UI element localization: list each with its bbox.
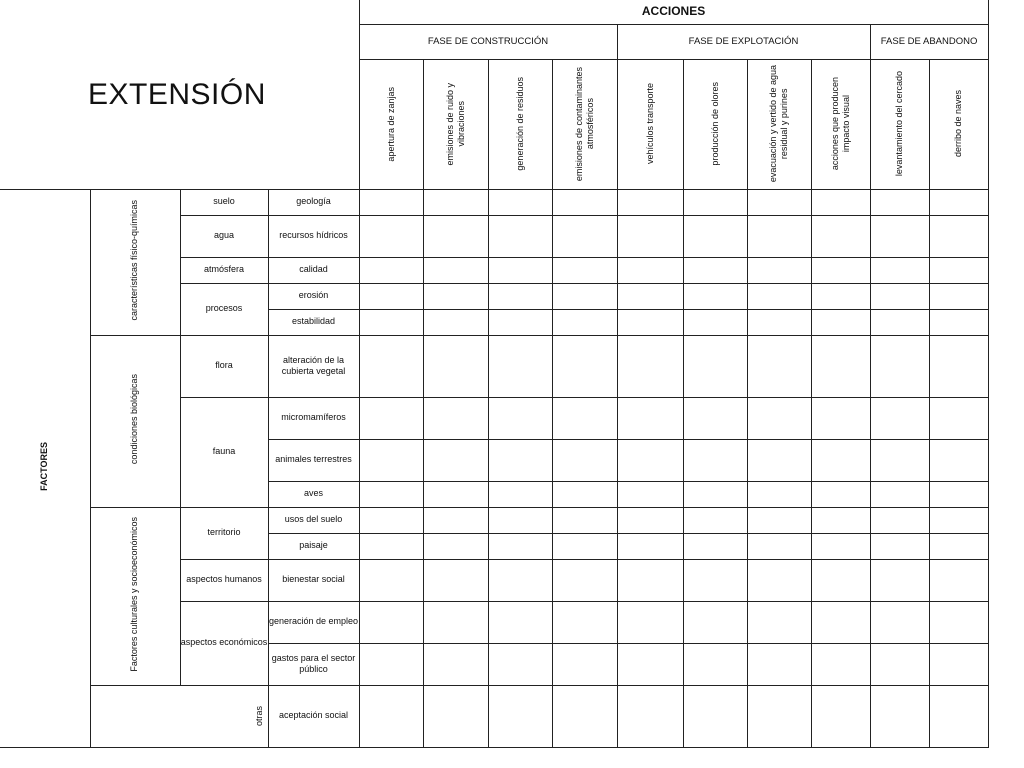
subgroup-aspectos-humanos: aspectos humanos — [180, 559, 268, 601]
matrix-cell[interactable] — [683, 189, 747, 215]
action-label: emisiones de contaminantes atmosféricos — [573, 66, 595, 182]
factor-animales-terrestres: animales terrestres — [268, 439, 359, 481]
matrix-cell[interactable] — [811, 559, 870, 601]
matrix-cell[interactable] — [811, 335, 870, 397]
matrix-cell[interactable] — [552, 601, 617, 643]
matrix-cell[interactable] — [552, 481, 617, 507]
matrix-cell[interactable] — [617, 335, 683, 397]
matrix-cell[interactable] — [552, 257, 617, 283]
factores-label: FACTORES — [39, 441, 50, 491]
matrix-cell[interactable] — [683, 643, 747, 685]
matrix-cell[interactable] — [747, 559, 811, 601]
matrix-cell[interactable] — [488, 601, 552, 643]
matrix-cell[interactable] — [359, 257, 423, 283]
action-label: generación de residuos — [514, 77, 525, 171]
matrix-cell[interactable] — [811, 309, 870, 335]
matrix-cell[interactable] — [423, 507, 488, 533]
matrix-cell[interactable] — [683, 481, 747, 507]
title-cell — [0, 0, 359, 189]
matrix-cell[interactable] — [870, 335, 929, 397]
matrix-cell[interactable] — [552, 643, 617, 685]
matrix-cell[interactable] — [870, 397, 929, 439]
factor-calidad: calidad — [268, 257, 359, 283]
matrix-cell[interactable] — [811, 507, 870, 533]
matrix-cell[interactable] — [423, 601, 488, 643]
factor-aceptacion-social: aceptación social — [268, 685, 359, 747]
matrix-cell[interactable] — [423, 685, 488, 747]
matrix-cell[interactable] — [488, 189, 552, 215]
matrix-cell[interactable] — [870, 533, 929, 559]
factor-micromamiferos: micromamíferos — [268, 397, 359, 439]
matrix-cell[interactable] — [617, 559, 683, 601]
matrix-cell[interactable] — [552, 283, 617, 309]
matrix-cell[interactable] — [811, 215, 870, 257]
matrix-cell[interactable] — [359, 507, 423, 533]
action-header-7 — [747, 59, 811, 189]
action-label: apertura de zanjas — [385, 86, 396, 162]
matrix-cell[interactable] — [552, 439, 617, 481]
matrix-cell[interactable] — [423, 189, 488, 215]
matrix-cell[interactable] — [488, 335, 552, 397]
action-header-8 — [811, 59, 870, 189]
matrix-cell[interactable] — [929, 643, 988, 685]
matrix-cell[interactable] — [683, 309, 747, 335]
matrix-cell[interactable] — [617, 283, 683, 309]
action-label: derribo de naves — [953, 90, 964, 158]
action-header-2 — [423, 59, 488, 189]
phase-explotacion: FASE DE EXPLOTACIÓN — [617, 24, 870, 59]
matrix-cell[interactable] — [488, 309, 552, 335]
factor-usos-del-suelo: usos del suelo — [268, 507, 359, 533]
matrix-cell[interactable] — [747, 481, 811, 507]
matrix-cell[interactable] — [552, 397, 617, 439]
matrix-cell[interactable] — [423, 309, 488, 335]
factor-recursos-hidricos: recursos hídricos — [268, 215, 359, 257]
matrix-cell[interactable] — [617, 643, 683, 685]
group-label: Factores culturales y socioeconómicos — [129, 517, 140, 672]
group-fisico — [90, 189, 180, 335]
action-header-4 — [552, 59, 617, 189]
subgroup-atmosfera: atmósfera — [180, 257, 268, 283]
matrix-cell[interactable] — [683, 533, 747, 559]
matrix-cell[interactable] — [747, 507, 811, 533]
action-header-6 — [683, 59, 747, 189]
matrix-cell[interactable] — [683, 601, 747, 643]
matrix-cell[interactable] — [617, 309, 683, 335]
action-label: vehículos transporte — [644, 83, 655, 165]
matrix-cell[interactable] — [929, 685, 988, 747]
matrix-cell[interactable] — [488, 283, 552, 309]
subgroup-territorio: territorio — [180, 507, 268, 559]
factor-cubierta-vegetal: alteración de la cubierta vegetal — [268, 335, 359, 397]
group-label: condiciones biológicas — [129, 374, 140, 465]
matrix-cell[interactable] — [870, 559, 929, 601]
matrix-cell[interactable] — [747, 533, 811, 559]
matrix-cell[interactable] — [617, 685, 683, 747]
matrix-cell[interactable] — [359, 189, 423, 215]
matrix-cell[interactable] — [359, 335, 423, 397]
matrix-cell[interactable] — [423, 559, 488, 601]
matrix-cell[interactable] — [683, 507, 747, 533]
matrix-cell[interactable] — [870, 189, 929, 215]
matrix-cell[interactable] — [617, 397, 683, 439]
matrix-cell[interactable] — [488, 215, 552, 257]
matrix-cell[interactable] — [683, 559, 747, 601]
matrix-cell[interactable] — [683, 283, 747, 309]
matrix-cell[interactable] — [488, 439, 552, 481]
matrix-cell[interactable] — [929, 257, 988, 283]
matrix-cell[interactable] — [552, 533, 617, 559]
matrix-cell[interactable] — [617, 257, 683, 283]
matrix-cell[interactable] — [929, 189, 988, 215]
matrix-cell[interactable] — [423, 397, 488, 439]
matrix-cell[interactable] — [488, 685, 552, 747]
group-biologicas — [90, 335, 180, 507]
matrix-cell[interactable] — [488, 397, 552, 439]
matrix-cell[interactable] — [929, 507, 988, 533]
matrix-cell[interactable] — [870, 215, 929, 257]
matrix-cell[interactable] — [617, 189, 683, 215]
matrix-cell[interactable] — [683, 397, 747, 439]
matrix-cell[interactable] — [552, 559, 617, 601]
subgroup-agua: agua — [180, 215, 268, 257]
matrix-cell[interactable] — [617, 439, 683, 481]
matrix-cell[interactable] — [359, 559, 423, 601]
matrix-cell[interactable] — [423, 215, 488, 257]
action-label: emisiones de ruido y vibraciones — [444, 82, 466, 166]
matrix-cell[interactable] — [552, 215, 617, 257]
matrix-cell[interactable] — [359, 397, 423, 439]
matrix-cell[interactable] — [617, 533, 683, 559]
action-label: acciones que producen impacto visual — [829, 77, 851, 171]
acciones-header: ACCIONES — [359, 0, 988, 24]
action-label: producción de olores — [709, 82, 720, 166]
factor-generacion-empleo: generación de empleo — [268, 601, 359, 643]
otras-label: otras — [254, 705, 265, 726]
factor-gastos-sector-publico: gastos para el sector público — [268, 643, 359, 685]
factor-bienestar-social: bienestar social — [268, 559, 359, 601]
phase-abandono: FASE DE ABANDONO — [870, 24, 988, 59]
matrix-cell[interactable] — [488, 481, 552, 507]
matrix-cell[interactable] — [929, 601, 988, 643]
matrix-cell[interactable] — [683, 215, 747, 257]
matrix-cell[interactable] — [488, 507, 552, 533]
matrix-cell[interactable] — [617, 507, 683, 533]
matrix-cell[interactable] — [747, 643, 811, 685]
matrix-cell[interactable] — [747, 309, 811, 335]
matrix-cell[interactable] — [488, 643, 552, 685]
page-title: EXTENSIÓN — [88, 77, 266, 111]
matrix-cell[interactable] — [747, 283, 811, 309]
matrix-cell[interactable] — [929, 309, 988, 335]
action-header-9 — [870, 59, 929, 189]
matrix-cell[interactable] — [359, 439, 423, 481]
matrix-cell[interactable] — [929, 533, 988, 559]
matrix-cell[interactable] — [359, 685, 423, 747]
matrix-cell[interactable] — [870, 507, 929, 533]
subgroup-otras — [90, 685, 268, 747]
matrix-cell[interactable] — [423, 481, 488, 507]
matrix-cell[interactable] — [870, 685, 929, 747]
matrix-cell[interactable] — [552, 335, 617, 397]
matrix-cell[interactable] — [747, 335, 811, 397]
action-header-5 — [617, 59, 683, 189]
matrix-cell[interactable] — [423, 283, 488, 309]
matrix-cell[interactable] — [488, 257, 552, 283]
factor-paisaje: paisaje — [268, 533, 359, 559]
subgroup-suelo: suelo — [180, 189, 268, 215]
matrix-cell[interactable] — [359, 643, 423, 685]
matrix-cell[interactable] — [423, 257, 488, 283]
matrix-cell[interactable] — [683, 257, 747, 283]
matrix-cell[interactable] — [747, 215, 811, 257]
subgroup-fauna: fauna — [180, 397, 268, 507]
matrix-cell[interactable] — [488, 533, 552, 559]
subgroup-aspectos-economicos: aspectos económicos — [180, 601, 268, 685]
matrix-cell[interactable] — [423, 439, 488, 481]
subgroup-procesos: procesos — [180, 283, 268, 335]
matrix-cell[interactable] — [747, 257, 811, 283]
matrix-cell[interactable] — [870, 643, 929, 685]
matrix-cell[interactable] — [811, 439, 870, 481]
matrix-cell[interactable] — [811, 481, 870, 507]
matrix-cell[interactable] — [929, 439, 988, 481]
matrix-cell[interactable] — [617, 215, 683, 257]
matrix-cell[interactable] — [929, 283, 988, 309]
matrix-cell[interactable] — [359, 283, 423, 309]
group-label: características físico-químicas — [129, 200, 140, 321]
matrix-cell[interactable] — [811, 601, 870, 643]
matrix-cell[interactable] — [488, 559, 552, 601]
matrix-cell[interactable] — [811, 397, 870, 439]
matrix-cell[interactable] — [552, 685, 617, 747]
matrix-cell[interactable] — [929, 481, 988, 507]
matrix-cell[interactable] — [747, 601, 811, 643]
matrix-cell[interactable] — [811, 533, 870, 559]
matrix-cell[interactable] — [929, 559, 988, 601]
matrix-cell[interactable] — [552, 189, 617, 215]
matrix-cell[interactable] — [552, 309, 617, 335]
factor-erosion: erosión — [268, 283, 359, 309]
matrix-cell[interactable] — [423, 643, 488, 685]
matrix-cell[interactable] — [683, 439, 747, 481]
matrix-cell[interactable] — [683, 685, 747, 747]
action-label: evacuación y vertido de agua residual y purines — [768, 65, 789, 183]
matrix-cell[interactable] — [870, 257, 929, 283]
matrix-cell[interactable] — [929, 397, 988, 439]
matrix-cell[interactable] — [423, 533, 488, 559]
factor-aves: aves — [268, 481, 359, 507]
matrix-cell[interactable] — [359, 481, 423, 507]
matrix-cell[interactable] — [552, 507, 617, 533]
matrix-cell[interactable] — [359, 215, 423, 257]
matrix-cell[interactable] — [423, 335, 488, 397]
matrix-cell[interactable] — [359, 601, 423, 643]
matrix-cell[interactable] — [747, 439, 811, 481]
matrix-cell[interactable] — [747, 397, 811, 439]
matrix-cell[interactable] — [870, 481, 929, 507]
matrix-cell[interactable] — [811, 643, 870, 685]
group-culturales — [90, 507, 180, 685]
matrix-cell[interactable] — [870, 283, 929, 309]
matrix-cell[interactable] — [683, 335, 747, 397]
matrix-cell[interactable] — [929, 335, 988, 397]
action-header-10 — [929, 59, 988, 189]
phase-construccion: FASE DE CONSTRUCCIÓN — [359, 24, 617, 59]
matrix-cell[interactable] — [747, 189, 811, 215]
action-header-3 — [488, 59, 552, 189]
matrix-cell[interactable] — [870, 601, 929, 643]
factor-estabilidad: estabilidad — [268, 309, 359, 335]
action-label: levantamiento del cercado — [894, 71, 905, 177]
factor-geologia: geología — [268, 189, 359, 215]
matrix-cell[interactable] — [811, 685, 870, 747]
action-header-1 — [359, 59, 423, 189]
matrix-cell[interactable] — [811, 283, 870, 309]
matrix-cell[interactable] — [359, 309, 423, 335]
matrix-cell[interactable] — [359, 533, 423, 559]
matrix-cell[interactable] — [811, 189, 870, 215]
matrix-cell[interactable] — [870, 309, 929, 335]
matrix-cell[interactable] — [617, 481, 683, 507]
matrix-cell[interactable] — [929, 215, 988, 257]
matrix-cell[interactable] — [747, 685, 811, 747]
matrix-cell[interactable] — [617, 601, 683, 643]
factores-label-cell — [0, 189, 90, 747]
subgroup-flora: flora — [180, 335, 268, 397]
matrix-cell[interactable] — [870, 439, 929, 481]
matrix-cell[interactable] — [811, 257, 870, 283]
